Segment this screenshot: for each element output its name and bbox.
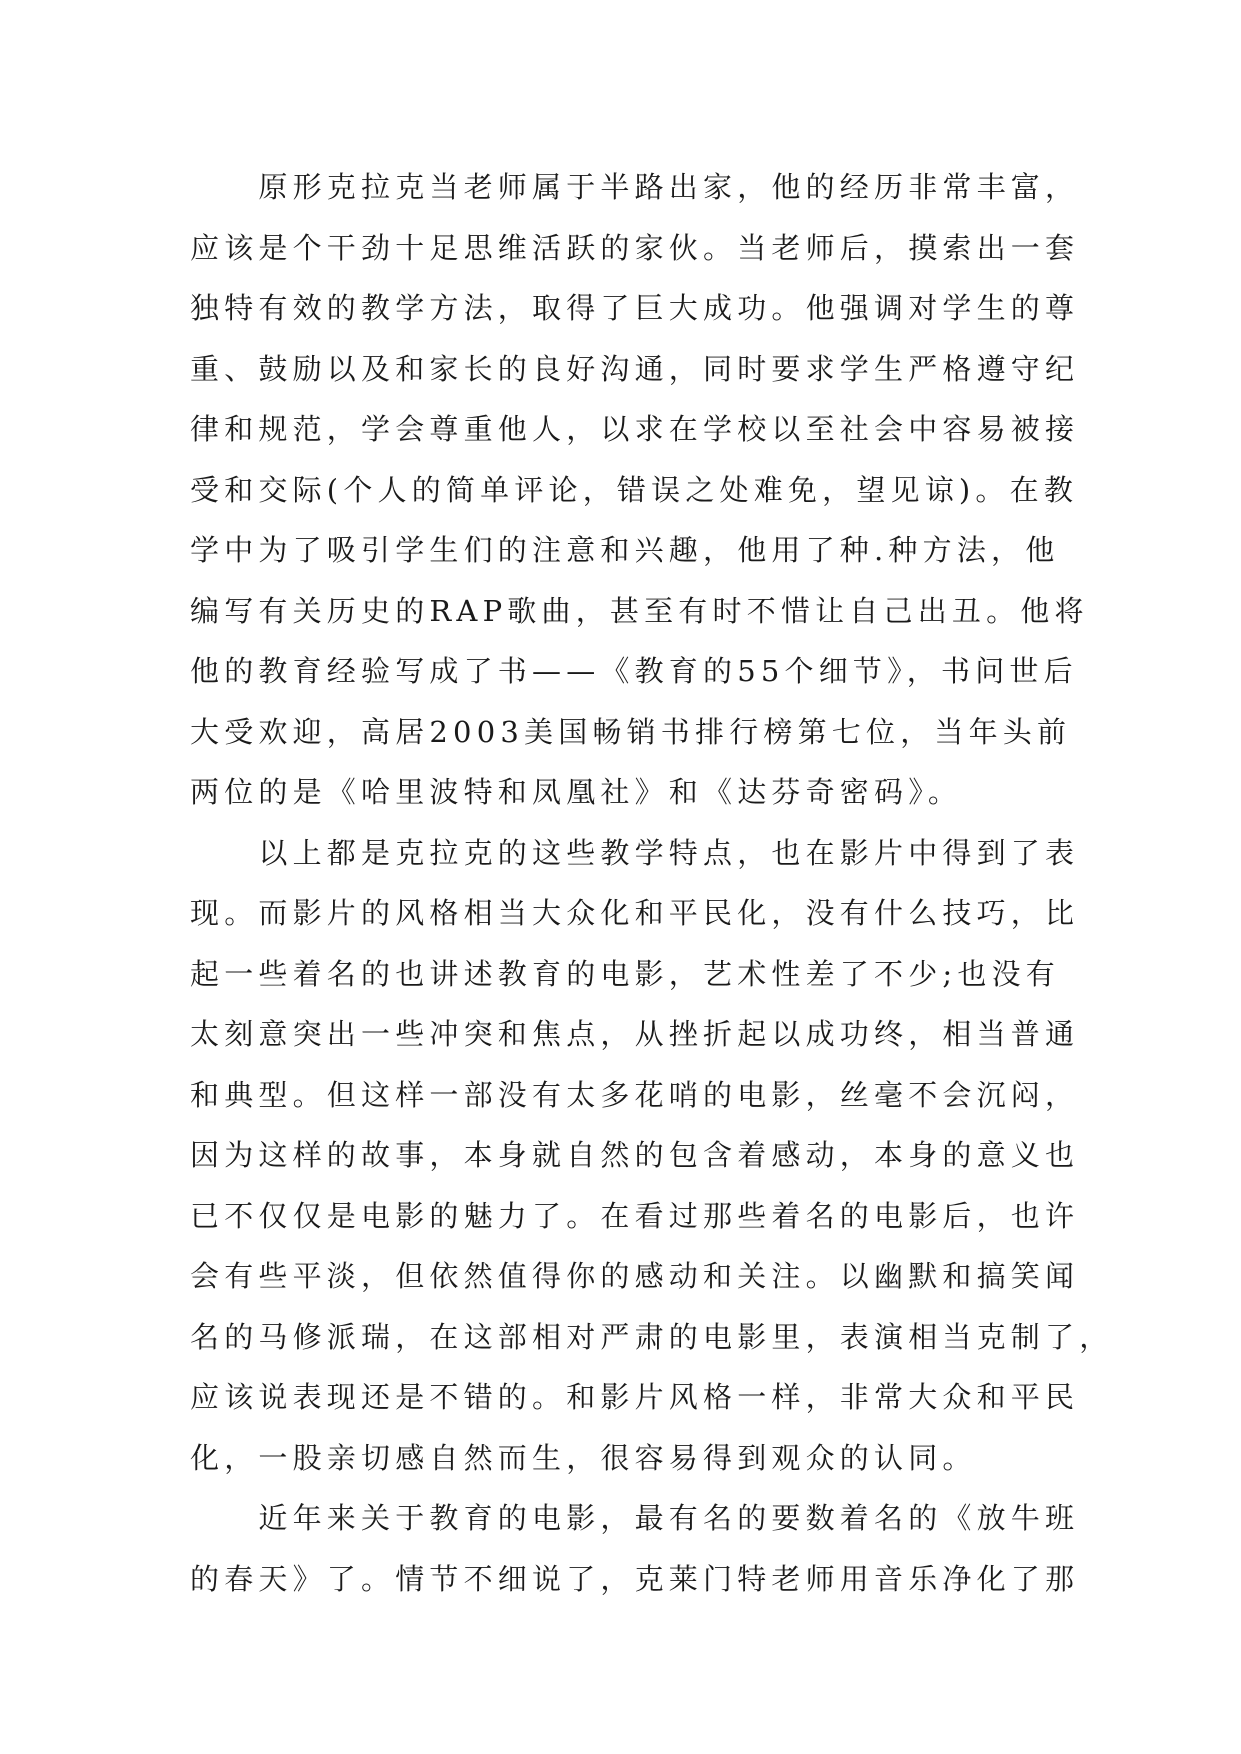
text-line: 已不仅仅是电影的魅力了。在看过那些着名的电影后，也许 bbox=[190, 1198, 1080, 1233]
text-line: 应该说表现还是不错的。和影片风格一样，非常大众和平民 bbox=[190, 1380, 1080, 1414]
text-line: 两位的是《哈里波特和凤凰社》和《达芬奇密码》。 bbox=[190, 775, 963, 809]
text-line: 以上都是克拉克的这些教学特点，也在影片中得到了表 bbox=[190, 835, 1080, 870]
text-line: 重、鼓励以及和家长的良好沟通，同时要求学生严格遵守纪 bbox=[190, 351, 1080, 386]
text-line: 他的教育经验写成了书——《教育的55个细节》，书问世后 bbox=[190, 654, 1078, 688]
text-line: 因为这样的故事，本身就自然的包含着感动，本身的意义也 bbox=[190, 1138, 1080, 1172]
text-line: 学中为了吸引学生们的注意和兴趣，他用了种.种方法，他 bbox=[190, 533, 1060, 567]
text-line: 原形克拉克当老师属于半路出家，他的经历非常丰富， bbox=[190, 170, 1080, 204]
text-line: 编写有关历史的RAP歌曲，甚至有时不惜让自己出丑。他将 bbox=[190, 593, 1089, 628]
text-line: 起一些着名的也讲述教育的电影，艺术性差了不少;也没有 bbox=[190, 956, 1060, 991]
text-line: 名的马修派瑞，在这部相对严肃的电影里，表演相当克制了， bbox=[190, 1319, 1114, 1354]
text-line: 受和交际(个人的简单评论，错误之处难免，望见谅)。在教 bbox=[190, 472, 1079, 507]
text-line: 化，一股亲切感自然而生，很容易得到观众的认同。 bbox=[190, 1440, 977, 1475]
text-line: 和典型。但这样一部没有太多花哨的电影，丝毫不会沉闷， bbox=[190, 1077, 1080, 1112]
text-line: 会有些平淡，但依然值得你的感动和关注。以幽默和搞笑闻 bbox=[190, 1259, 1080, 1293]
text-line: 的春天》了。情节不细说了，克莱门特老师用音乐净化了那 bbox=[190, 1561, 1080, 1596]
text-line: 近年来关于教育的电影，最有名的要数着名的《放牛班 bbox=[190, 1501, 1080, 1535]
text-line: 独特有效的教学方法，取得了巨大成功。他强调对学生的尊 bbox=[190, 291, 1080, 325]
text-line: 应该是个干劲十足思维活跃的家伙。当老师后，摸索出一套 bbox=[190, 230, 1080, 265]
text-line: 太刻意突出一些冲突和焦点，从挫折起以成功终，相当普通 bbox=[190, 1017, 1080, 1051]
text-line: 律和规范，学会尊重他人，以求在学校以至社会中容易被接 bbox=[190, 412, 1080, 446]
text-line: 大受欢迎，高居2003美国畅销书排行榜第七位，当年头前 bbox=[190, 714, 1072, 749]
text-line: 现。而影片的风格相当大众化和平民化，没有什么技巧，比 bbox=[190, 896, 1080, 930]
body-text bbox=[190, 157, 1114, 1609]
